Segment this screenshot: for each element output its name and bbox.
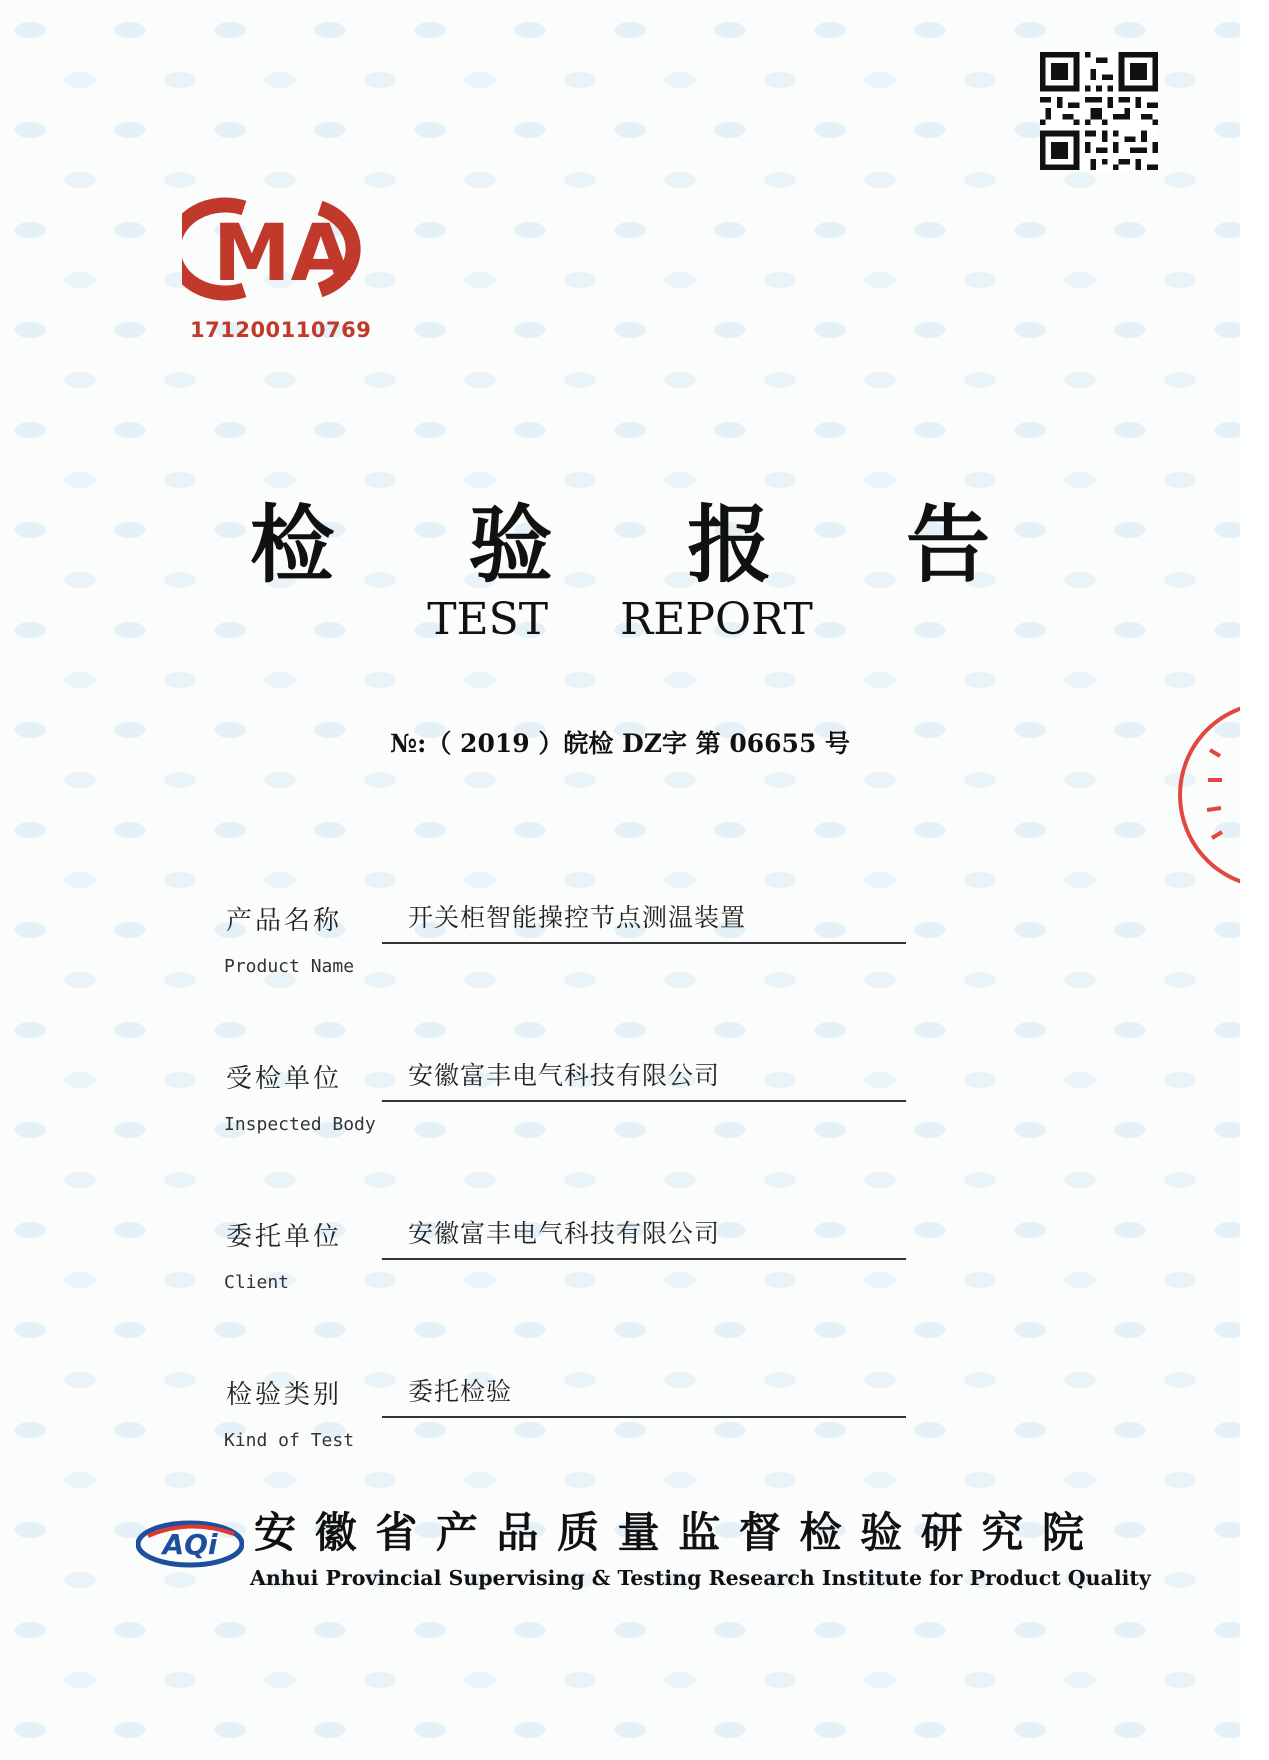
title-english-word: TEST (427, 594, 549, 645)
field-inspected-body (226, 1058, 906, 1158)
cma-mark-text: MA (213, 209, 351, 299)
aqi-logo-text: AQi (162, 1528, 218, 1561)
scan-margin (1240, 0, 1269, 1760)
field-label-en: Product Name (224, 956, 355, 977)
title-chinese (250, 478, 990, 599)
title-char: 告 (905, 496, 990, 594)
report-number: №:（ 2019 ）皖检 DZ字 第 06655 号 (389, 729, 851, 758)
institute-char: 品 (496, 1508, 539, 1557)
field-value: 委托检验 (408, 1377, 513, 1406)
institute-char: 验 (860, 1508, 903, 1557)
field-underline (382, 1258, 906, 1260)
qr-code-icon (1040, 52, 1158, 170)
institute-char: 究 (981, 1508, 1024, 1557)
field-label-en: Inspected Body (224, 1114, 376, 1135)
field-client (226, 1216, 906, 1316)
field-label-cn: 委托单位 (226, 1222, 343, 1252)
institute-char: 研 (920, 1508, 963, 1557)
institute-char: 检 (799, 1508, 842, 1557)
field-value: 安徽富丰电气科技有限公司 (408, 1061, 721, 1090)
institute-char: 产 (435, 1508, 478, 1557)
cma-certificate-number: 171200110769 (190, 318, 372, 342)
institute-char: 院 (1041, 1508, 1084, 1557)
institute-char: 督 (738, 1508, 781, 1557)
field-label-cn: 产品名称 (226, 906, 343, 936)
institute-name-chinese (254, 1500, 1084, 1560)
institute-char: 量 (617, 1508, 660, 1557)
field-label-en: Client (224, 1272, 290, 1293)
title-english-word: REPORT (620, 594, 813, 645)
title-english (0, 594, 1240, 645)
institute-char: 安 (254, 1508, 297, 1557)
field-product-name (226, 900, 906, 1000)
institute-char: 徽 (314, 1508, 357, 1557)
title-char: 报 (687, 496, 772, 594)
institute-name-english: Anhui Provincial Supervising & Testing Research Institute for Product Quality (250, 1566, 1151, 1590)
field-underline (382, 1100, 906, 1102)
field-label-en: Kind of Test (224, 1430, 355, 1451)
field-label-cn: 受检单位 (226, 1064, 343, 1094)
field-kind-of-test (226, 1374, 906, 1474)
aqi-logo (136, 1514, 244, 1570)
field-value: 安徽富丰电气科技有限公司 (408, 1219, 721, 1248)
institute-char: 省 (375, 1508, 418, 1557)
field-value: 开关柜智能操控节点测温装置 (408, 903, 747, 932)
title-char: 验 (468, 496, 553, 594)
cma-mark-logo (182, 194, 382, 304)
institute-char: 监 (678, 1508, 721, 1557)
partial-seal-icon (1160, 700, 1240, 890)
institute-char: 质 (557, 1508, 600, 1557)
field-underline (382, 1416, 906, 1418)
title-char: 检 (250, 496, 335, 594)
field-label-cn: 检验类别 (226, 1380, 343, 1410)
field-underline (382, 942, 906, 944)
